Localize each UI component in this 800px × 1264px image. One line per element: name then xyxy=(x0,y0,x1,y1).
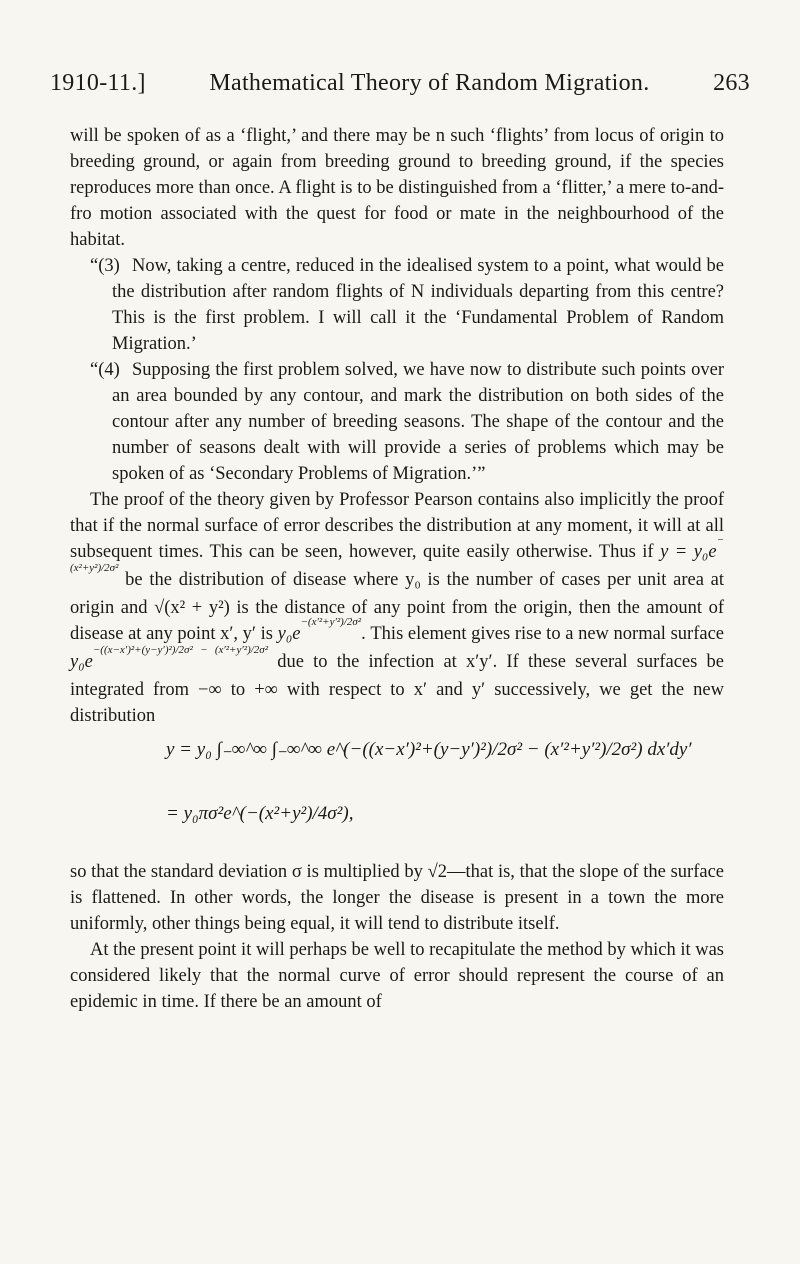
list-item-3 xyxy=(70,253,724,357)
proof-text-c: . This element gives rise to a new normal surface xyxy=(361,624,725,644)
body-text xyxy=(70,123,724,1015)
list-item-4 xyxy=(70,357,724,487)
formula-integral: y = y₀ ∫₋∞^∞ ∫₋∞^∞ e^(−((x−x′)²+(y−y′)²)/2σ² − (x′²+y′²)/2σ²) dx′dy′ xyxy=(166,739,692,760)
equation-y-exponent: −(x²+y²)/2σ² xyxy=(70,534,725,574)
proof-text-d: due to the infection at x′y′. If these several surfaces be integrated from −∞ to +∞ with respect to x′ and y′ successively, we get the new distribution xyxy=(70,652,724,726)
equation-new-surface: y₀e xyxy=(70,652,93,672)
list-item-4-text: Supposing the first problem solved, we have now to distribute such points over an area bounded by any contour, and mark the distribution on both sides of the contour after any number of breeding seasons. The shape of the contour and the number of seasons dealt with will provide a series of problems which may be spoken of as ‘Secondary Problems of Migration.’” xyxy=(112,360,724,484)
paragraph-recapitulate: At the present point it will perhaps be well to recapitulate the method by which it was considered likely that the normal curve of error should represent the course of an epidemic in time. If there be an amount of xyxy=(70,940,724,1012)
equation-point-exponent: −(x′²+y′²)/2σ² xyxy=(300,616,362,628)
page-number: 263 xyxy=(713,70,750,96)
display-formula xyxy=(70,731,724,851)
equation-y: y = y₀e xyxy=(660,542,717,562)
list-item-3-label: “(3) xyxy=(90,256,120,276)
paragraph-proof xyxy=(70,487,724,729)
formula-result: = y₀πσ²e^(−(x²+y²)/4σ²), xyxy=(166,803,354,824)
equation-point: y₀e xyxy=(277,624,301,644)
proof-text-a: The proof of the theory given by Professor Pearson contains also implicitly the proof that if the normal surface of error describes the distribution at any moment, it will at all subsequent times. This can be seen, however, quite easily otherwise. Thus if xyxy=(70,490,724,562)
running-header xyxy=(50,70,750,97)
paragraph-standard-deviation: so that the standard deviation σ is multiplied by √2—that is, that the slope of the surface is flattened. In other words, the longer the disease is present in a town the more uniformly, other things being equal, it will tend to distribute itself. xyxy=(70,862,724,934)
equation-new-surface-exponent: −((x−x′)²+(y−y′)²)/2σ² − (x′²+y′²)/2σ² xyxy=(92,644,269,656)
list-item-3-text: Now, taking a centre, reduced in the idealised system to a point, what would be the distribution after random flights of N individuals departing from this centre? This is the first problem. I will call it the ‘Fundamental Problem of Random Migration.’ xyxy=(112,256,724,354)
proof-text-b: be the distribution of disease where y₀ is the number of cases per unit area at origin and √(x² + y²) is the distance of any point from the origin, then the amount of disease at any point x′, y′ is xyxy=(70,570,725,644)
header-year: 1910-11.] xyxy=(50,70,146,96)
list-item-4-label: “(4) xyxy=(90,360,120,380)
paragraph-flight: will be spoken of as a ‘flight,’ and there may be n such ‘flights’ from locus of origin to breeding ground, or again from breeding ground to breeding ground, if the species reproduces more than once. A flight is to be distinguished from a ‘flitter,’ a mere to-and-fro motion associated with the quest for food or mate in the neighbourhood of the habitat. xyxy=(70,126,724,250)
header-title: Mathematical Theory of Random Migration. xyxy=(209,70,650,96)
